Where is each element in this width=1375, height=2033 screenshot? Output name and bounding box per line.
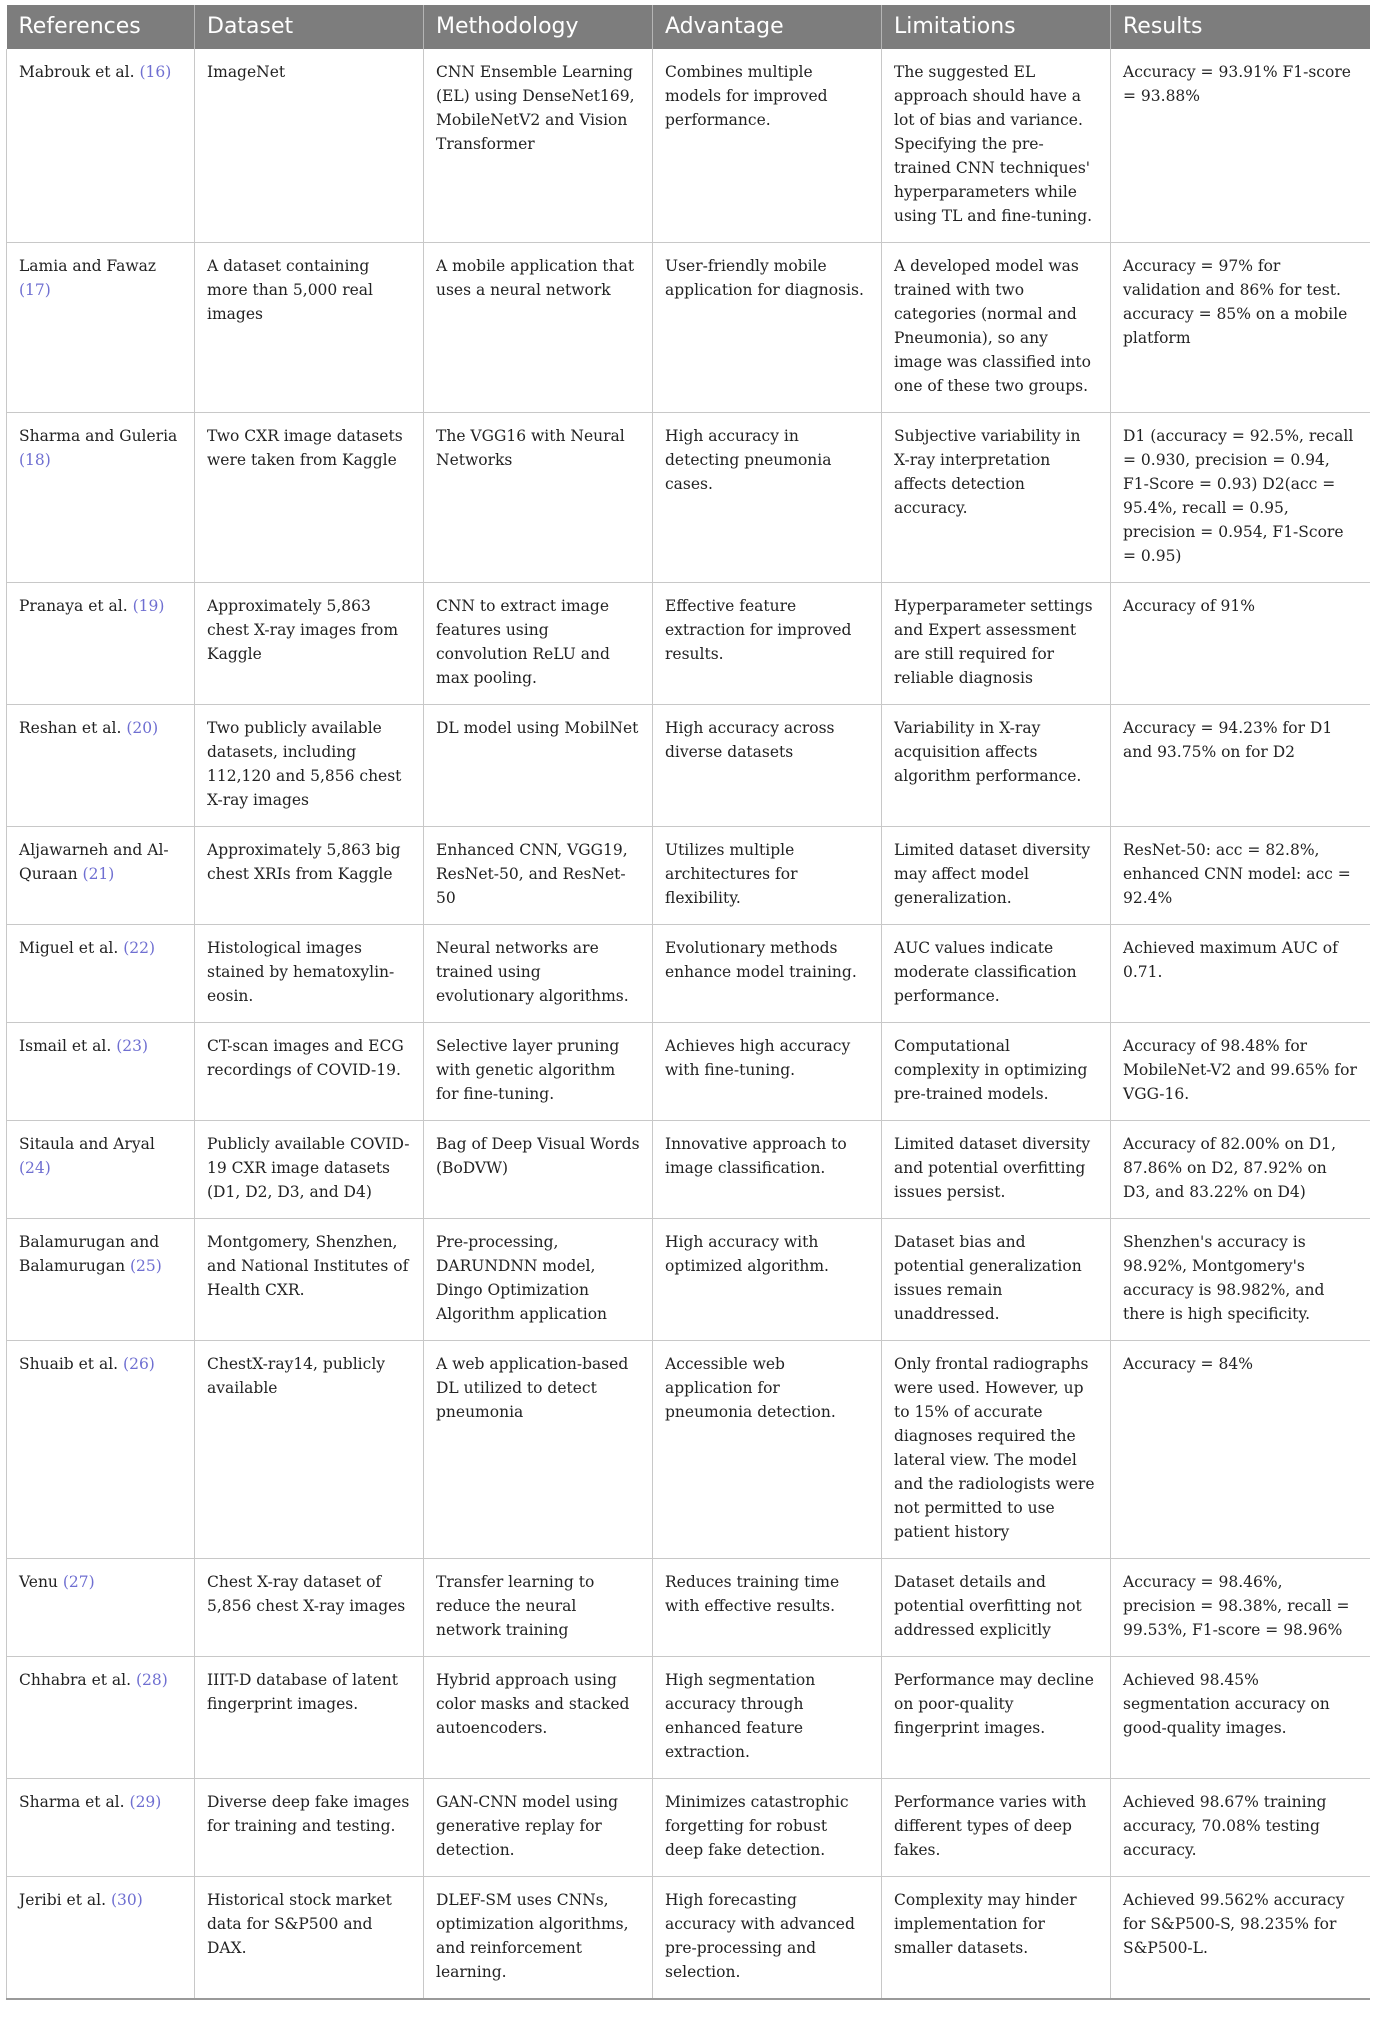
reference-link[interactable]: (21) [82,865,115,883]
advantage-cell: Innovative approach to image classification. [653,1121,882,1219]
methodology-cell: The VGG16 with Neural Networks [424,413,653,583]
dataset-cell: Historical stock market data for S&P500 and DAX. [195,1877,424,2000]
results-cell: Accuracy of 82.00% on D1, 87.86% on D2, 87.92% on D3, and 83.22% on D4) [1111,1121,1370,1219]
table-row [7,1023,1370,1121]
results-cell: Accuracy = 98.46%, precision = 98.38%, recall = 99.53%, F1-score = 98.96% [1111,1559,1370,1657]
results-cell: Shenzhen's accuracy is 98.92%, Montgomery's accuracy is 98.982%, and there is high specificity. [1111,1219,1370,1341]
reference-cell [7,925,195,1023]
advantage-cell: Minimizes catastrophic forgetting for robust deep fake detection. [653,1779,882,1877]
advantage-cell: Effective feature extraction for improved results. [653,583,882,705]
methodology-cell: Enhanced CNN, VGG19, ResNet-50, and ResNet-50 [424,827,653,925]
advantage-cell: Achieves high accuracy with fine-tuning. [653,1023,882,1121]
column-header: Limitations [882,5,1111,49]
dataset-cell: Chest X-ray dataset of 5,856 chest X-ray images [195,1559,424,1657]
results-cell: Accuracy = 94.23% for D1 and 93.75% on for D2 [1111,705,1370,827]
methodology-cell: Bag of Deep Visual Words (BoDVW) [424,1121,653,1219]
advantage-cell: High segmentation accuracy through enhanced feature extraction. [653,1657,882,1779]
reference-cell [7,1877,195,2000]
dataset-cell: Diverse deep fake images for training and testing. [195,1779,424,1877]
limitations-cell: Limited dataset diversity may affect model generalization. [882,827,1111,925]
table-header-row [7,5,1370,49]
methodology-cell: DL model using MobilNet [424,705,653,827]
reference-cell [7,705,195,827]
limitations-cell: Complexity may hinder implementation for smaller datasets. [882,1877,1111,2000]
table-row [7,1559,1370,1657]
advantage-cell: User-friendly mobile application for diagnosis. [653,243,882,413]
reference-author: Shuaib et al. [19,1355,119,1373]
reference-link[interactable]: (24) [19,1159,51,1177]
reference-author: Reshan et al. [19,719,122,737]
results-cell: Accuracy = 97% for validation and 86% for test. accuracy = 85% on a mobile platform [1111,243,1370,413]
limitations-cell: Hyperparameter settings and Expert assessment are still required for reliable diagnosis [882,583,1111,705]
reference-cell [7,413,195,583]
methodology-cell: Selective layer pruning with genetic algorithm for fine-tuning. [424,1023,653,1121]
reference-author: Venu [19,1573,58,1591]
column-header: Advantage [653,5,882,49]
reference-cell [7,1779,195,1877]
reference-author: Sharma et al. [19,1793,125,1811]
table-body [7,49,1370,1999]
methodology-cell: A web application-based DL utilized to detect pneumonia [424,1341,653,1559]
table-row [7,705,1370,827]
methodology-cell: A mobile application that uses a neural network [424,243,653,413]
limitations-cell: AUC values indicate moderate classification performance. [882,925,1111,1023]
table-row [7,413,1370,583]
reference-author: Balamurugan and Balamurugan [19,1233,160,1275]
advantage-cell: Combines multiple models for improved performance. [653,49,882,243]
reference-cell [7,1023,195,1121]
reference-link[interactable]: (27) [62,1573,95,1591]
reference-author: Ismail et al. [19,1037,112,1055]
results-cell: Accuracy = 84% [1111,1341,1370,1559]
reference-author: Sharma and Guleria [19,427,178,445]
advantage-cell: Accessible web application for pneumonia detection. [653,1341,882,1559]
dataset-cell: Approximately 5,863 chest X-ray images from Kaggle [195,583,424,705]
methodology-cell: Hybrid approach using color masks and stacked autoencoders. [424,1657,653,1779]
results-cell: Achieved maximum AUC of 0.71. [1111,925,1370,1023]
methodology-cell: DLEF-SM uses CNNs, optimization algorithms, and reinforcement learning. [424,1877,653,2000]
table-row [7,1121,1370,1219]
limitations-cell: A developed model was trained with two categories (normal and Pneumonia), so any image was classified into one of these two groups. [882,243,1111,413]
comparison-table [6,5,1370,2000]
table-row [7,1219,1370,1341]
reference-cell [7,827,195,925]
column-header: Results [1111,5,1370,49]
limitations-cell: Limited dataset diversity and potential overfitting issues persist. [882,1121,1111,1219]
limitations-cell: Performance may decline on poor-quality fingerprint images. [882,1657,1111,1779]
reference-link[interactable]: (18) [19,451,51,469]
results-cell: Achieved 98.67% training accuracy, 70.08% testing accuracy. [1111,1779,1370,1877]
methodology-cell: CNN Ensemble Learning (EL) using DenseNet169, MobileNetV2 and Vision Transformer [424,49,653,243]
reference-cell [7,243,195,413]
reference-cell [7,49,195,243]
dataset-cell: Two CXR image datasets were taken from Kaggle [195,413,424,583]
reference-author: Miguel et al. [19,939,119,957]
advantage-cell: High accuracy across diverse datasets [653,705,882,827]
reference-link[interactable]: (19) [132,597,165,615]
limitations-cell: Subjective variability in X-ray interpretation affects detection accuracy. [882,413,1111,583]
methodology-cell: Transfer learning to reduce the neural network training [424,1559,653,1657]
reference-link[interactable]: (26) [123,1355,155,1373]
table-row [7,583,1370,705]
results-cell: Accuracy = 93.91% F1-score = 93.88% [1111,49,1370,243]
reference-link[interactable]: (16) [139,63,172,81]
advantage-cell: High accuracy with optimized algorithm. [653,1219,882,1341]
reference-author: Lamia and Fawaz [19,257,157,275]
reference-link[interactable]: (17) [19,281,51,299]
advantage-cell: Utilizes multiple architectures for flexibility. [653,827,882,925]
dataset-cell: Two publicly available datasets, including 112,120 and 5,856 chest X-ray images [195,705,424,827]
dataset-cell: A dataset containing more than 5,000 real images [195,243,424,413]
limitations-cell: Computational complexity in optimizing pre-trained models. [882,1023,1111,1121]
table-row [7,49,1370,243]
advantage-cell: Reduces training time with effective results. [653,1559,882,1657]
reference-link[interactable]: (22) [123,939,156,957]
table-row [7,243,1370,413]
methodology-cell: GAN-CNN model using generative replay for detection. [424,1779,653,1877]
column-header: Dataset [195,5,424,49]
reference-link[interactable]: (20) [126,719,159,737]
table-row [7,1877,1370,2000]
advantage-cell: High forecasting accuracy with advanced pre-processing and selection. [653,1877,882,2000]
reference-link[interactable]: (29) [129,1793,162,1811]
limitations-cell: Only frontal radiographs were used. However, up to 15% of accurate diagnoses required the lateral view. The model and the radiologists were not permitted to use patient history [882,1341,1111,1559]
reference-author: Aljawarneh and Al-Quraan [19,841,169,883]
reference-author: Pranaya et al. [19,597,128,615]
column-header: References [7,5,195,49]
limitations-cell: The suggested EL approach should have a lot of bias and variance. Specifying the pre-trained CNN techniques' hyperparameters while using TL and fine-tuning. [882,49,1111,243]
limitations-cell: Dataset bias and potential generalization issues remain unaddressed. [882,1219,1111,1341]
table-row [7,1341,1370,1559]
table-row [7,925,1370,1023]
dataset-cell: Montgomery, Shenzhen, and National Institutes of Health CXR. [195,1219,424,1341]
reference-author: Chhabra et al. [19,1671,132,1689]
reference-cell [7,1121,195,1219]
dataset-cell: IIIT-D database of latent fingerprint images. [195,1657,424,1779]
dataset-cell: CT-scan images and ECG recordings of COVID-19. [195,1023,424,1121]
reference-link[interactable]: (25) [130,1257,162,1275]
results-cell: Achieved 98.45% segmentation accuracy on good-quality images. [1111,1657,1370,1779]
reference-link[interactable]: (23) [116,1037,149,1055]
table-row [7,1779,1370,1877]
dataset-cell: ChestX-ray14, publicly available [195,1341,424,1559]
reference-cell [7,1341,195,1559]
dataset-cell: Approximately 5,863 big chest XRIs from Kaggle [195,827,424,925]
reference-cell [7,1219,195,1341]
advantage-cell: High accuracy in detecting pneumonia cases. [653,413,882,583]
results-cell: Accuracy of 91% [1111,583,1370,705]
reference-author: Sitaula and Aryal [19,1135,155,1153]
reference-cell [7,1559,195,1657]
methodology-cell: Pre-processing, DARUNDNN model, Dingo Optimization Algorithm application [424,1219,653,1341]
results-cell: Accuracy of 98.48% for MobileNet-V2 and 99.65% for VGG-16. [1111,1023,1370,1121]
results-cell: ResNet-50: acc = 82.8%, enhanced CNN model: acc = 92.4% [1111,827,1370,925]
dataset-cell: Histological images stained by hematoxylin-eosin. [195,925,424,1023]
methodology-cell: CNN to extract image features using convolution ReLU and max pooling. [424,583,653,705]
results-cell: D1 (accuracy = 92.5%, recall = 0.930, precision = 0.94, F1-Score = 0.93) D2(acc = 95.4%, recall = 0.95, precision = 0.954, F1-Score = 0.95) [1111,413,1370,583]
advantage-cell: Evolutionary methods enhance model training. [653,925,882,1023]
reference-cell [7,1657,195,1779]
dataset-cell: ImageNet [195,49,424,243]
table-row [7,827,1370,925]
reference-author: Jeribi et al. [19,1891,107,1909]
limitations-cell: Performance varies with different types of deep fakes. [882,1779,1111,1877]
limitations-cell: Dataset details and potential overfitting not addressed explicitly [882,1559,1111,1657]
reference-cell [7,583,195,705]
reference-author: Mabrouk et al. [19,63,135,81]
column-header: Methodology [424,5,653,49]
table-row [7,1657,1370,1779]
results-cell: Achieved 99.562% accuracy for S&P500-S, 98.235% for S&P500-L. [1111,1877,1370,2000]
dataset-cell: Publicly available COVID-19 CXR image datasets (D1, D2, D3, and D4) [195,1121,424,1219]
reference-link[interactable]: (28) [135,1671,168,1689]
limitations-cell: Variability in X-ray acquisition affects algorithm performance. [882,705,1111,827]
reference-link[interactable]: (30) [110,1891,143,1909]
methodology-cell: Neural networks are trained using evolutionary algorithms. [424,925,653,1023]
